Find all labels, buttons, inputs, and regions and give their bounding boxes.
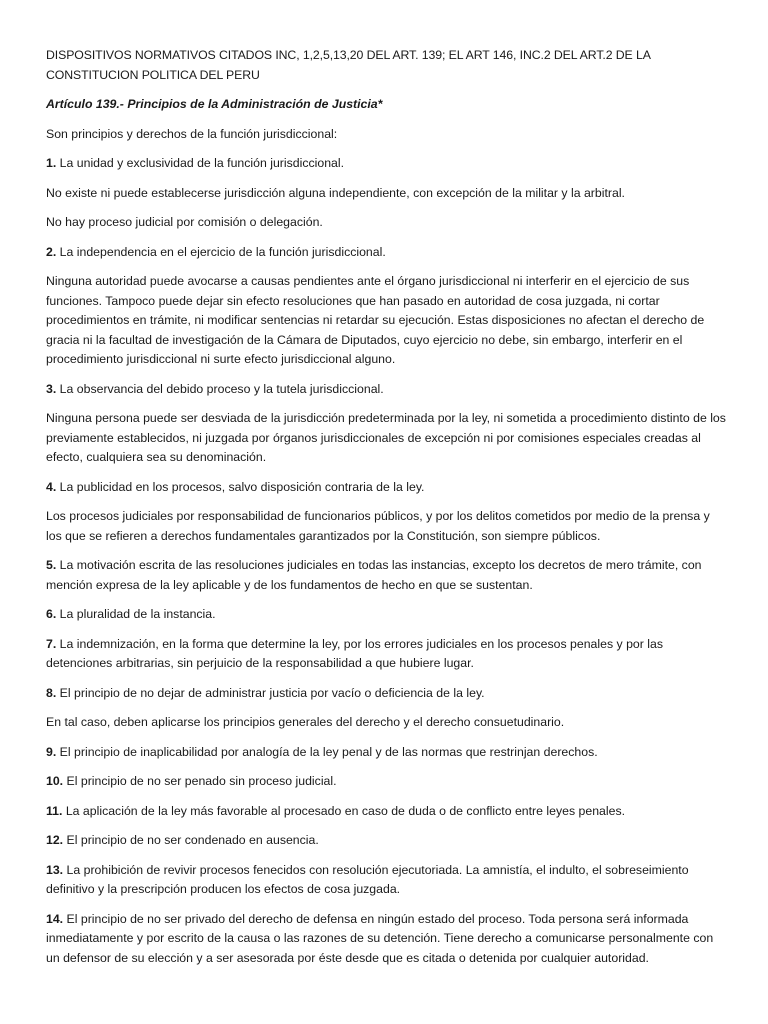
- paragraph-text: La publicidad en los procesos, salvo disposición contraria de la ley.: [56, 479, 425, 494]
- item-number: 3.: [46, 381, 57, 396]
- item-number: 5.: [46, 558, 57, 572]
- paragraph: [46, 772, 728, 792]
- paragraph-text: En tal caso, deben aplicarse los principios generales del derecho y el derecho consuetudinario.: [46, 715, 565, 729]
- item-number: 14.: [46, 911, 64, 926]
- item-number: 11.: [46, 803, 63, 818]
- paragraph: [46, 743, 728, 763]
- paragraph: [46, 635, 728, 674]
- document-heading: DISPOSITIVOS NORMATIVOS CITADOS INC, 1,2,5,13,20 DEL ART. 139; EL ART 146, INC.2 DEL ART.2 DE LA CONSTITUCION POLITICA DEL PERU: [46, 48, 651, 82]
- item-number: 9.: [46, 744, 57, 759]
- item-number: 13.: [46, 862, 64, 877]
- paragraph: [46, 861, 728, 900]
- paragraph: [46, 409, 728, 468]
- item-number: 7.: [46, 636, 57, 651]
- paragraph: [46, 605, 728, 625]
- paragraph: [46, 802, 728, 822]
- paragraph-text: La motivación escrita de las resoluciones judiciales en todas las instancias, excepto los decretos de mero trámite, con mención expresa de la ley aplicable y de los fundamentos de hecho en que se sustentan.: [46, 558, 702, 592]
- paragraph-text: El principio de no ser condenado en ausencia.: [63, 833, 319, 847]
- item-number: 4.: [46, 479, 57, 494]
- paragraph-text: El principio de no dejar de administrar justicia por vacío o deficiencia de la ley.: [56, 685, 485, 700]
- paragraph-text: La indemnización, en la forma que determine la ley, por los errores judiciales en los procesos penales y por las detenciones arbitrarias, sin perjuicio de la responsabilidad a que hubiere lugar.: [46, 636, 664, 670]
- paragraph-text: La unidad y exclusividad de la función jurisdiccional.: [56, 156, 345, 170]
- paragraph-text: El principio de inaplicabilidad por analogía de la ley penal y de las normas que restrinjan derechos.: [56, 744, 598, 759]
- item-number: 12.: [46, 833, 64, 847]
- paragraph: [46, 831, 728, 851]
- paragraph-text: La pluralidad de la instancia.: [56, 607, 216, 621]
- paragraph-text: La prohibición de revivir procesos fenecidos con resolución ejecutoriada. La amnistía, el indulto, el sobreseimiento definitivo y la prescripción producen los efectos de cosa juzgada.: [46, 862, 689, 896]
- article-title: Artículo 139.- Principios de la Administración de Justicia*: [46, 97, 383, 111]
- item-number: 6.: [46, 607, 57, 621]
- paragraph-text: Ninguna persona puede ser desviada de la jurisdicción predeterminada por la ley, ni sometida a procedimiento distinto de los previamente establecidos, ni juzgada por órganos jurisdiccionales de excepción ni por comisiones especiales creadas al efecto, cualquiera sea su denominación.: [46, 411, 726, 464]
- paragraph: [46, 910, 728, 969]
- paragraph-text: La aplicación de la ley más favorable al procesado en caso de duda o de conflicto entre leyes penales.: [62, 803, 626, 818]
- paragraph: [46, 507, 728, 546]
- item-number: 10.: [46, 774, 64, 788]
- paragraph-text: La observancia del debido proceso y la tutela jurisdiccional.: [56, 381, 384, 396]
- paragraph-text: La independencia en el ejercicio de la función jurisdiccional.: [56, 244, 386, 259]
- paragraph-text: Los procesos judiciales por responsabilidad de funcionarios públicos, y por los delitos cometidos por medio de la prensa y los que se refieren a derechos fundamentales garantizados por la Constitución, son siempre públicos.: [46, 509, 710, 543]
- paragraph: [46, 713, 728, 733]
- item-number: 1.: [46, 156, 57, 170]
- paragraph-text: El principio de no ser privado del derecho de defensa en ningún estado del proceso. Toda persona será informada inmediatamente y por escrito de la causa o las razones de su detención. Tiene derecho a comunicarse personalmente con un defensor de su elección y a ser asesorada por éste desde que es citada o detenida por cualquier autoridad.: [46, 911, 714, 965]
- paragraph: [46, 684, 728, 704]
- paragraph-text: No existe ni puede establecerse jurisdicción alguna independiente, con excepción de la militar y la arbitral.: [46, 185, 625, 200]
- paragraph: [46, 272, 728, 370]
- paragraph: [46, 213, 728, 233]
- paragraph-text: El principio de no ser penado sin proceso judicial.: [63, 774, 337, 788]
- paragraph: [46, 184, 728, 204]
- paragraph: [46, 556, 728, 595]
- intro-paragraph: Son principios y derechos de la función jurisdiccional:: [46, 126, 338, 141]
- paragraph: [46, 380, 728, 400]
- paragraph-text: No hay proceso judicial por comisión o delegación.: [46, 215, 323, 229]
- paragraph: [46, 478, 728, 498]
- paragraph: [46, 154, 728, 174]
- item-number: 2.: [46, 244, 57, 259]
- paragraph-text: Ninguna autoridad puede avocarse a causas pendientes ante el órgano jurisdiccional ni interferir en el ejercicio de sus funciones. Tampoco puede dejar sin efecto resoluciones que han pasado en autoridad de cosa juzgada, ni cortar procedimientos en trámite, ni modificar sentencias ni retardar su ejecución. Estas disposiciones no afectan el derecho de gracia ni la facultad de investigación de la Cámara de Diputados, cuyo ejercicio no debe, sin embargo, interferir en el procedimiento jurisdiccional ni surte efecto jurisdiccional alguno.: [46, 274, 705, 366]
- paragraph: [46, 243, 728, 263]
- item-number: 8.: [46, 685, 57, 700]
- document-page: [46, 46, 728, 978]
